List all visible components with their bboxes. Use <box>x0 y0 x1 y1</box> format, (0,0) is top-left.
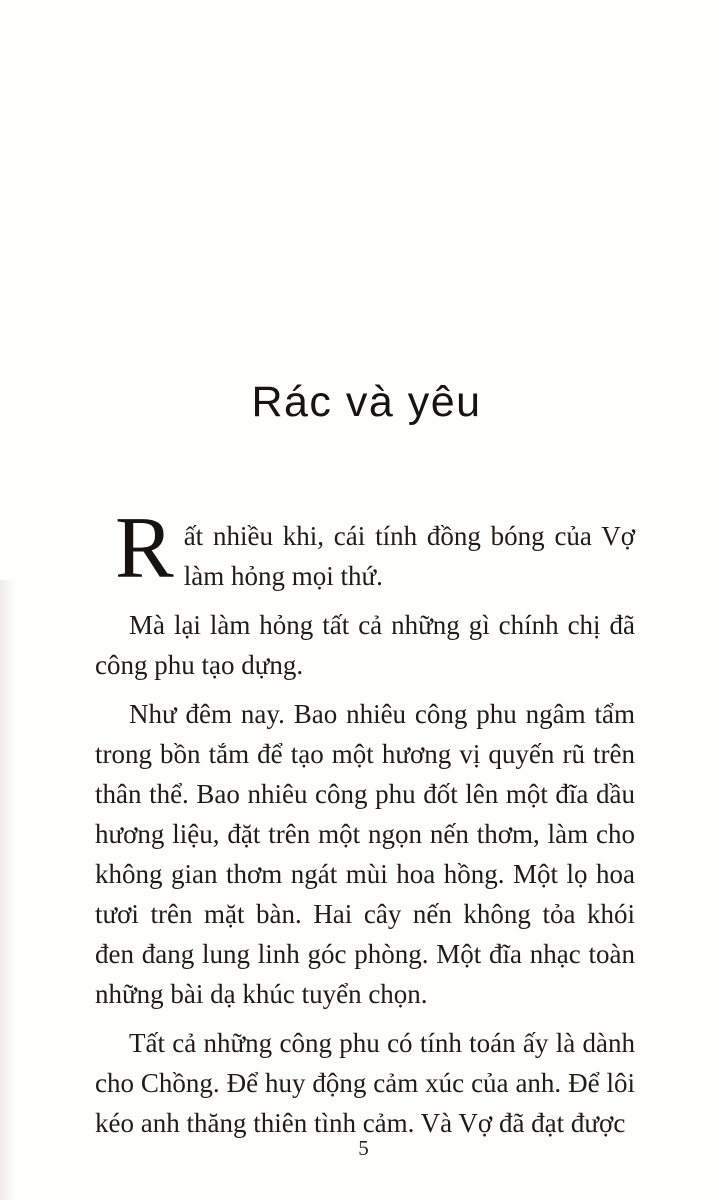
page-number: 5 <box>358 1136 369 1160</box>
paragraph-2: Mà lại làm hỏng tất cả những gì chính chị đã công phu tạo dựng. <box>95 610 635 680</box>
paragraph-1 <box>95 500 635 597</box>
body-text <box>95 500 635 1152</box>
paragraph-4: Tất cả những công phu có tính toán ấy là dành cho Chồng. Để huy động cảm xúc của anh. Để lôi kéo anh thăng thiên tình cảm. Và Vợ đã đạt được <box>95 1028 635 1138</box>
page-edge-shadow <box>0 580 16 1200</box>
chapter-title: Rác và yêu <box>251 378 482 426</box>
paragraph-1-text: ất nhiều khi, cái tính đồng bóng của Vợ làm hỏng mọi thứ. <box>183 521 635 591</box>
paragraph-3: Như đêm nay. Bao nhiêu công phu ngâm tẩm trong bồn tắm để tạo một hương vị quyến rũ trên thân thể. Bao nhiêu công phu đốt lên một đĩa dầu hương liệu, đặt trên một ngọn nến thơm, làm cho không gian thơm ngát mùi hoa hồng. Một lọ hoa tươi trên mặt bàn. Hai cây nến không tỏa khói đen đang lung linh góc phòng. Một đĩa nhạc toàn những bài dạ khúc tuyển chọn. <box>95 699 635 1009</box>
drop-cap: R <box>115 500 174 597</box>
